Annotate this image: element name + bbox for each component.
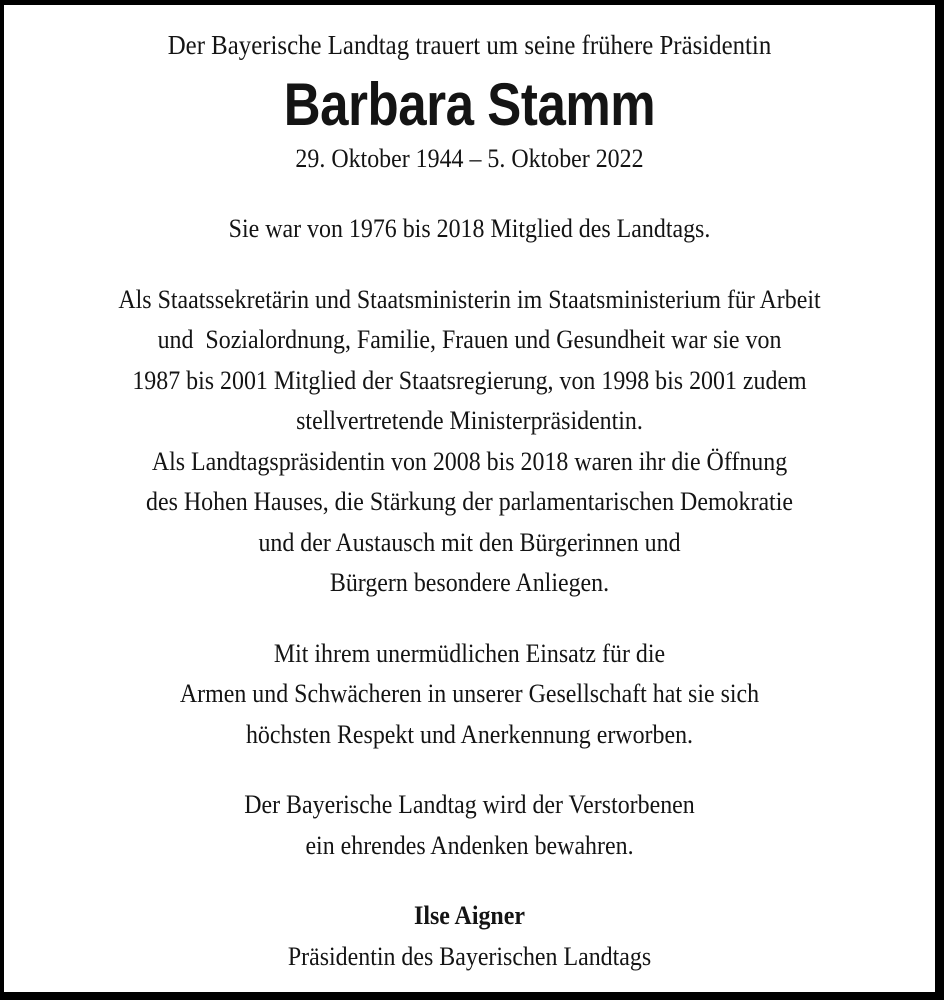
- paragraph-membership: [4, 209, 935, 250]
- text-line: Mit ihrem unermüdlichen Einsatz für die: [273, 638, 666, 668]
- text-line: Bürgern besondere Anliegen.: [329, 568, 610, 597]
- text-line: stellvertretende Ministerpräsidentin.: [296, 406, 643, 435]
- intro-line: Der Bayerische Landtag trauert um seine frühere Präsidentin: [167, 30, 772, 60]
- text-line: Armen und Schwächeren in unserer Gesellschaft hat sie sich: [179, 679, 760, 708]
- paragraph-career: [4, 280, 935, 604]
- text-line: des Hohen Hauses, die Stärkung der parlamentarischen Demokratie: [146, 487, 793, 516]
- text-line: Sie war von 1976 bis 2018 Mitglied des Landtags.: [228, 214, 711, 243]
- deceased-name: Barbara Stamm: [283, 71, 656, 138]
- paragraph-tribute: [4, 634, 935, 756]
- text-line: und der Austausch mit den Bürgerinnen und: [258, 527, 681, 557]
- signature-block: [4, 896, 935, 977]
- life-dates: 29. Oktober 1944 – 5. Oktober 2022: [295, 144, 644, 173]
- paragraph-remembrance: [4, 785, 935, 866]
- text-line: ein ehrendes Andenken bewahren.: [305, 830, 634, 860]
- signature-name: Ilse Aigner: [414, 901, 525, 930]
- text-line: Als Staatssekretärin und Staatsministerin im Staatsministerium für Arbeit: [118, 284, 821, 314]
- signature-role: Präsidentin des Bayerischen Landtags: [287, 941, 652, 971]
- text-line: höchsten Respekt und Anerkennung erworben.: [245, 719, 694, 749]
- text-line: und Sozialordnung, Familie, Frauen und Gesundheit war sie von: [157, 325, 782, 354]
- text-line: 1987 bis 2001 Mitglied der Staatsregierung, von 1998 bis 2001 zudem: [132, 365, 807, 395]
- text-line: Der Bayerische Landtag wird der Verstorbenen: [244, 790, 695, 819]
- text-line: Als Landtagspräsidentin von 2008 bis 2018 waren ihr die Öffnung: [151, 446, 788, 476]
